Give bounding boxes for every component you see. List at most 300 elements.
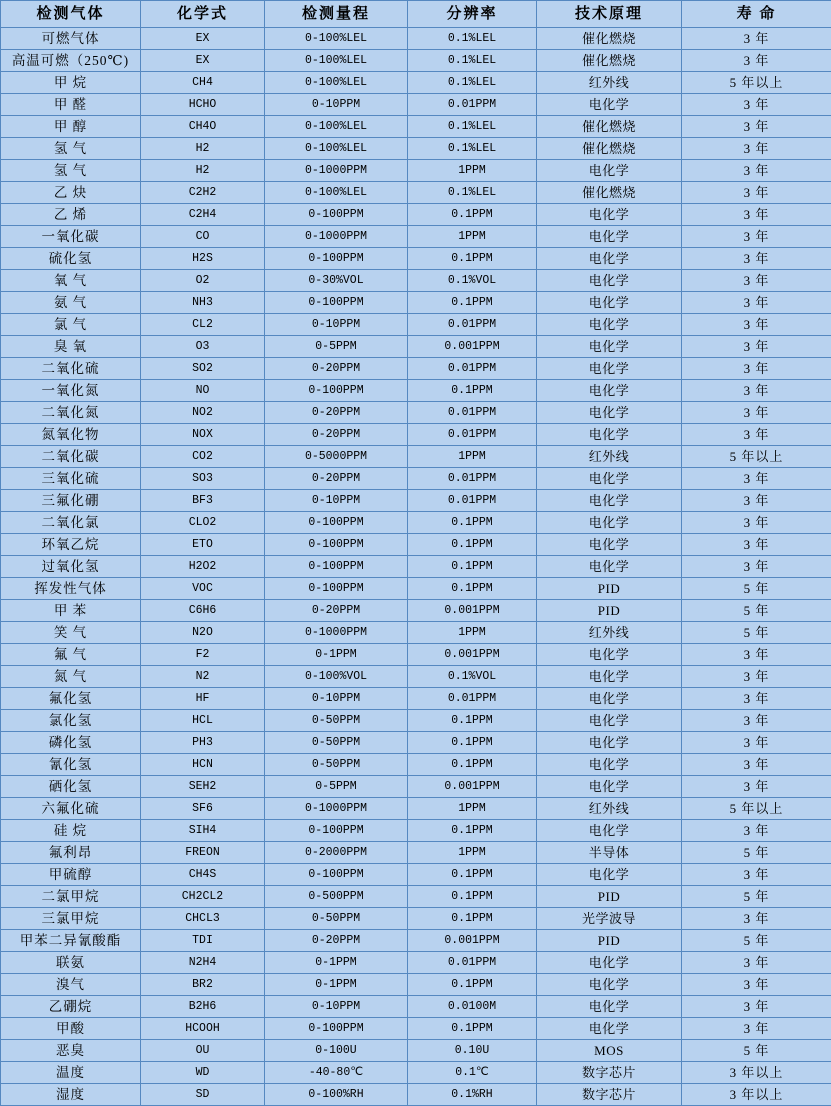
cell-technology: 电化学 xyxy=(537,556,682,578)
table-row xyxy=(1,1040,831,1062)
cell-gas-name: 乙 炔 xyxy=(1,182,141,204)
cell-resolution: 0.1PPM xyxy=(408,248,537,270)
cell-resolution: 0.1PPM xyxy=(408,820,537,842)
cell-chemical-formula: CH4 xyxy=(141,72,265,94)
table-row xyxy=(1,1084,831,1106)
cell-lifetime: 3 年以上 xyxy=(682,1062,831,1084)
cell-technology: 电化学 xyxy=(537,996,682,1018)
cell-lifetime: 5 年 xyxy=(682,842,831,864)
cell-detection-range: 0-100U xyxy=(265,1040,408,1062)
cell-resolution: 0.01PPM xyxy=(408,490,537,512)
table-row xyxy=(1,886,831,908)
table-row xyxy=(1,226,831,248)
cell-gas-name: 二氯甲烷 xyxy=(1,886,141,908)
table-row xyxy=(1,160,831,182)
cell-lifetime: 3 年以上 xyxy=(682,1084,831,1106)
cell-detection-range: 0-1000PPM xyxy=(265,622,408,644)
column-header-gas: 检测气体 xyxy=(1,1,141,28)
table-row xyxy=(1,864,831,886)
cell-lifetime: 5 年以上 xyxy=(682,72,831,94)
table-row xyxy=(1,512,831,534)
cell-lifetime: 3 年 xyxy=(682,50,831,72)
cell-chemical-formula: HF xyxy=(141,688,265,710)
cell-gas-name: 六氟化硫 xyxy=(1,798,141,820)
cell-lifetime: 5 年 xyxy=(682,886,831,908)
cell-detection-range: 0-5PPM xyxy=(265,776,408,798)
cell-resolution: 0.1%LEL xyxy=(408,116,537,138)
cell-resolution: 0.10U xyxy=(408,1040,537,1062)
cell-lifetime: 3 年 xyxy=(682,710,831,732)
cell-technology: 电化学 xyxy=(537,512,682,534)
cell-lifetime: 3 年 xyxy=(682,534,831,556)
table-header xyxy=(1,1,831,28)
cell-lifetime: 3 年 xyxy=(682,776,831,798)
cell-technology: 电化学 xyxy=(537,534,682,556)
table-row xyxy=(1,182,831,204)
cell-lifetime: 3 年 xyxy=(682,116,831,138)
cell-chemical-formula: SO2 xyxy=(141,358,265,380)
cell-chemical-formula: H2S xyxy=(141,248,265,270)
cell-technology: 电化学 xyxy=(537,468,682,490)
table-row xyxy=(1,952,831,974)
cell-gas-name: 甲 烷 xyxy=(1,72,141,94)
cell-detection-range: 0-100PPM xyxy=(265,578,408,600)
cell-technology: 红外线 xyxy=(537,798,682,820)
cell-gas-name: 氯化氢 xyxy=(1,710,141,732)
cell-detection-range: 0-100%LEL xyxy=(265,28,408,50)
cell-chemical-formula: NH3 xyxy=(141,292,265,314)
cell-detection-range: 0-10PPM xyxy=(265,314,408,336)
column-header-range: 检测量程 xyxy=(265,1,408,28)
cell-lifetime: 3 年 xyxy=(682,556,831,578)
cell-chemical-formula: SIH4 xyxy=(141,820,265,842)
table-row xyxy=(1,1062,831,1084)
cell-gas-name: 甲苯二异氰酸酯 xyxy=(1,930,141,952)
cell-detection-range: 0-10PPM xyxy=(265,490,408,512)
cell-gas-name: 溴气 xyxy=(1,974,141,996)
cell-detection-range: 0-100PPM xyxy=(265,248,408,270)
cell-chemical-formula: H2O2 xyxy=(141,556,265,578)
cell-chemical-formula: CL2 xyxy=(141,314,265,336)
cell-gas-name: 硫化氢 xyxy=(1,248,141,270)
cell-gas-name: 环氧乙烷 xyxy=(1,534,141,556)
cell-resolution: 0.01PPM xyxy=(408,468,537,490)
table-row xyxy=(1,732,831,754)
cell-technology: 电化学 xyxy=(537,688,682,710)
cell-chemical-formula: CH4O xyxy=(141,116,265,138)
cell-resolution: 0.1%VOL xyxy=(408,666,537,688)
table-body xyxy=(1,28,831,1106)
cell-resolution: 0.1PPM xyxy=(408,292,537,314)
cell-resolution: 0.001PPM xyxy=(408,776,537,798)
table-header-row xyxy=(1,1,831,28)
cell-chemical-formula: HCN xyxy=(141,754,265,776)
cell-resolution: 0.1%LEL xyxy=(408,72,537,94)
cell-lifetime: 3 年 xyxy=(682,270,831,292)
cell-chemical-formula: N2H4 xyxy=(141,952,265,974)
cell-lifetime: 3 年 xyxy=(682,1018,831,1040)
cell-detection-range: 0-100%LEL xyxy=(265,138,408,160)
cell-technology: PID xyxy=(537,886,682,908)
cell-technology: 电化学 xyxy=(537,974,682,996)
cell-gas-name: 一氧化氮 xyxy=(1,380,141,402)
cell-technology: 红外线 xyxy=(537,622,682,644)
table-row xyxy=(1,600,831,622)
cell-lifetime: 3 年 xyxy=(682,204,831,226)
cell-technology: 电化学 xyxy=(537,710,682,732)
cell-lifetime: 5 年 xyxy=(682,930,831,952)
cell-gas-name: 湿度 xyxy=(1,1084,141,1106)
table-row xyxy=(1,248,831,270)
cell-detection-range: 0-30%VOL xyxy=(265,270,408,292)
cell-technology: 催化燃烧 xyxy=(537,116,682,138)
cell-gas-name: 甲硫醇 xyxy=(1,864,141,886)
cell-gas-name: 乙 烯 xyxy=(1,204,141,226)
cell-lifetime: 3 年 xyxy=(682,28,831,50)
cell-chemical-formula: B2H6 xyxy=(141,996,265,1018)
cell-technology: 电化学 xyxy=(537,380,682,402)
table-row xyxy=(1,578,831,600)
cell-detection-range: 0-5000PPM xyxy=(265,446,408,468)
cell-chemical-formula: F2 xyxy=(141,644,265,666)
cell-detection-range: 0-10PPM xyxy=(265,94,408,116)
cell-resolution: 0.01PPM xyxy=(408,402,537,424)
cell-resolution: 0.1%LEL xyxy=(408,138,537,160)
cell-chemical-formula: CO xyxy=(141,226,265,248)
cell-technology: 电化学 xyxy=(537,160,682,182)
cell-detection-range: 0-100%LEL xyxy=(265,72,408,94)
cell-technology: 电化学 xyxy=(537,754,682,776)
cell-chemical-formula: NO xyxy=(141,380,265,402)
cell-resolution: 0.1PPM xyxy=(408,732,537,754)
cell-gas-name: 硅 烷 xyxy=(1,820,141,842)
cell-gas-name: 氮氧化物 xyxy=(1,424,141,446)
table-row xyxy=(1,490,831,512)
table-row xyxy=(1,644,831,666)
table-row xyxy=(1,820,831,842)
cell-detection-range: 0-1000PPM xyxy=(265,226,408,248)
cell-gas-name: 可燃气体 xyxy=(1,28,141,50)
cell-resolution: 0.1PPM xyxy=(408,710,537,732)
cell-chemical-formula: HCHO xyxy=(141,94,265,116)
table-row xyxy=(1,424,831,446)
table-row xyxy=(1,666,831,688)
cell-gas-name: 笑 气 xyxy=(1,622,141,644)
cell-detection-range: 0-1PPM xyxy=(265,974,408,996)
table-row xyxy=(1,688,831,710)
cell-gas-name: 温度 xyxy=(1,1062,141,1084)
cell-resolution: 0.01PPM xyxy=(408,688,537,710)
cell-lifetime: 3 年 xyxy=(682,336,831,358)
cell-technology: 电化学 xyxy=(537,402,682,424)
cell-resolution: 1PPM xyxy=(408,446,537,468)
cell-resolution: 0.1PPM xyxy=(408,1018,537,1040)
cell-resolution: 1PPM xyxy=(408,160,537,182)
cell-chemical-formula: NOX xyxy=(141,424,265,446)
cell-lifetime: 3 年 xyxy=(682,424,831,446)
cell-detection-range: -40-80℃ xyxy=(265,1062,408,1084)
cell-gas-name: 二氧化硫 xyxy=(1,358,141,380)
cell-lifetime: 3 年 xyxy=(682,952,831,974)
cell-lifetime: 3 年 xyxy=(682,512,831,534)
cell-detection-range: 0-1000PPM xyxy=(265,160,408,182)
cell-gas-name: 氟化氢 xyxy=(1,688,141,710)
table-row xyxy=(1,270,831,292)
column-header-resolution: 分辨率 xyxy=(408,1,537,28)
column-header-formula: 化学式 xyxy=(141,1,265,28)
cell-chemical-formula: OU xyxy=(141,1040,265,1062)
cell-gas-name: 恶臭 xyxy=(1,1040,141,1062)
cell-lifetime: 5 年 xyxy=(682,600,831,622)
table-row xyxy=(1,754,831,776)
cell-gas-name: 磷化氢 xyxy=(1,732,141,754)
cell-chemical-formula: CLO2 xyxy=(141,512,265,534)
cell-technology: 光学波导 xyxy=(537,908,682,930)
cell-technology: 电化学 xyxy=(537,732,682,754)
cell-lifetime: 5 年以上 xyxy=(682,446,831,468)
cell-chemical-formula: CH4S xyxy=(141,864,265,886)
cell-detection-range: 0-100%RH xyxy=(265,1084,408,1106)
cell-technology: 半导体 xyxy=(537,842,682,864)
cell-lifetime: 3 年 xyxy=(682,864,831,886)
cell-detection-range: 0-100%LEL xyxy=(265,182,408,204)
table-row xyxy=(1,842,831,864)
cell-gas-name: 甲 醛 xyxy=(1,94,141,116)
cell-resolution: 1PPM xyxy=(408,226,537,248)
cell-lifetime: 3 年 xyxy=(682,380,831,402)
cell-gas-name: 甲 醇 xyxy=(1,116,141,138)
cell-chemical-formula: CH2CL2 xyxy=(141,886,265,908)
cell-gas-name: 三氯甲烷 xyxy=(1,908,141,930)
cell-gas-name: 氰化氢 xyxy=(1,754,141,776)
cell-resolution: 0.1%RH xyxy=(408,1084,537,1106)
cell-chemical-formula: TDI xyxy=(141,930,265,952)
cell-detection-range: 0-5PPM xyxy=(265,336,408,358)
cell-technology: 电化学 xyxy=(537,336,682,358)
cell-technology: 数字芯片 xyxy=(537,1062,682,1084)
table-row xyxy=(1,138,831,160)
cell-resolution: 0.001PPM xyxy=(408,600,537,622)
cell-resolution: 0.1PPM xyxy=(408,974,537,996)
cell-technology: 电化学 xyxy=(537,204,682,226)
cell-chemical-formula: C2H4 xyxy=(141,204,265,226)
cell-technology: 电化学 xyxy=(537,1018,682,1040)
cell-chemical-formula: O3 xyxy=(141,336,265,358)
cell-gas-name: 臭 氧 xyxy=(1,336,141,358)
cell-resolution: 0.1%LEL xyxy=(408,182,537,204)
cell-lifetime: 3 年 xyxy=(682,820,831,842)
cell-detection-range: 0-100PPM xyxy=(265,204,408,226)
cell-technology: PID xyxy=(537,930,682,952)
cell-gas-name: 高温可燃（250℃) xyxy=(1,50,141,72)
cell-resolution: 0.01PPM xyxy=(408,952,537,974)
cell-chemical-formula: NO2 xyxy=(141,402,265,424)
cell-resolution: 0.001PPM xyxy=(408,930,537,952)
cell-technology: 电化学 xyxy=(537,358,682,380)
cell-chemical-formula: CO2 xyxy=(141,446,265,468)
cell-detection-range: 0-100PPM xyxy=(265,556,408,578)
cell-gas-name: 氨 气 xyxy=(1,292,141,314)
cell-resolution: 0.1PPM xyxy=(408,534,537,556)
cell-technology: 催化燃烧 xyxy=(537,28,682,50)
cell-detection-range: 0-20PPM xyxy=(265,930,408,952)
cell-resolution: 0.1PPM xyxy=(408,204,537,226)
cell-lifetime: 3 年 xyxy=(682,138,831,160)
cell-technology: 电化学 xyxy=(537,952,682,974)
cell-chemical-formula: EX xyxy=(141,28,265,50)
cell-technology: 红外线 xyxy=(537,72,682,94)
cell-detection-range: 0-1PPM xyxy=(265,644,408,666)
cell-lifetime: 3 年 xyxy=(682,908,831,930)
cell-gas-name: 过氧化氢 xyxy=(1,556,141,578)
cell-technology: 电化学 xyxy=(537,776,682,798)
cell-technology: 数字芯片 xyxy=(537,1084,682,1106)
table-row xyxy=(1,380,831,402)
cell-chemical-formula: O2 xyxy=(141,270,265,292)
cell-lifetime: 5 年 xyxy=(682,1040,831,1062)
cell-chemical-formula: SF6 xyxy=(141,798,265,820)
cell-resolution: 0.1PPM xyxy=(408,886,537,908)
cell-lifetime: 3 年 xyxy=(682,292,831,314)
cell-detection-range: 0-10PPM xyxy=(265,688,408,710)
cell-chemical-formula: WD xyxy=(141,1062,265,1084)
cell-detection-range: 0-100%LEL xyxy=(265,116,408,138)
cell-gas-name: 氢 气 xyxy=(1,138,141,160)
cell-gas-name: 甲酸 xyxy=(1,1018,141,1040)
cell-resolution: 0.001PPM xyxy=(408,644,537,666)
cell-lifetime: 3 年 xyxy=(682,226,831,248)
cell-resolution: 0.01PPM xyxy=(408,358,537,380)
cell-technology: 电化学 xyxy=(537,864,682,886)
table-row xyxy=(1,908,831,930)
cell-lifetime: 3 年 xyxy=(682,248,831,270)
cell-technology: PID xyxy=(537,578,682,600)
cell-chemical-formula: CHCL3 xyxy=(141,908,265,930)
cell-technology: 电化学 xyxy=(537,248,682,270)
cell-gas-name: 氮 气 xyxy=(1,666,141,688)
cell-lifetime: 3 年 xyxy=(682,996,831,1018)
cell-gas-name: 氯 气 xyxy=(1,314,141,336)
cell-lifetime: 5 年以上 xyxy=(682,798,831,820)
table-row xyxy=(1,974,831,996)
cell-detection-range: 0-100PPM xyxy=(265,1018,408,1040)
cell-resolution: 0.1℃ xyxy=(408,1062,537,1084)
cell-gas-name: 氧 气 xyxy=(1,270,141,292)
table-row xyxy=(1,116,831,138)
cell-chemical-formula: FREON xyxy=(141,842,265,864)
cell-detection-range: 0-50PPM xyxy=(265,710,408,732)
table-row xyxy=(1,50,831,72)
cell-detection-range: 0-50PPM xyxy=(265,732,408,754)
cell-detection-range: 0-100PPM xyxy=(265,380,408,402)
table-row xyxy=(1,94,831,116)
cell-detection-range: 0-2000PPM xyxy=(265,842,408,864)
cell-resolution: 1PPM xyxy=(408,622,537,644)
cell-resolution: 0.1%VOL xyxy=(408,270,537,292)
table-row xyxy=(1,776,831,798)
cell-gas-name: 三氧化硫 xyxy=(1,468,141,490)
cell-lifetime: 3 年 xyxy=(682,644,831,666)
table-row xyxy=(1,622,831,644)
cell-resolution: 0.1PPM xyxy=(408,864,537,886)
cell-gas-name: 硒化氢 xyxy=(1,776,141,798)
cell-chemical-formula: C2H2 xyxy=(141,182,265,204)
cell-resolution: 0.01PPM xyxy=(408,94,537,116)
table-row xyxy=(1,314,831,336)
cell-lifetime: 3 年 xyxy=(682,468,831,490)
cell-technology: 电化学 xyxy=(537,490,682,512)
cell-gas-name: 联氨 xyxy=(1,952,141,974)
table-row xyxy=(1,996,831,1018)
table-row xyxy=(1,534,831,556)
table-row xyxy=(1,930,831,952)
cell-detection-range: 0-100PPM xyxy=(265,292,408,314)
cell-gas-name: 二氧化碳 xyxy=(1,446,141,468)
cell-gas-name: 一氧化碳 xyxy=(1,226,141,248)
cell-detection-range: 0-10PPM xyxy=(265,996,408,1018)
cell-lifetime: 3 年 xyxy=(682,688,831,710)
cell-resolution: 0.01PPM xyxy=(408,424,537,446)
cell-resolution: 1PPM xyxy=(408,842,537,864)
cell-technology: 催化燃烧 xyxy=(537,138,682,160)
cell-lifetime: 3 年 xyxy=(682,974,831,996)
cell-gas-name: 甲 苯 xyxy=(1,600,141,622)
cell-technology: 催化燃烧 xyxy=(537,182,682,204)
table-row xyxy=(1,28,831,50)
table-row xyxy=(1,402,831,424)
cell-resolution: 0.1PPM xyxy=(408,380,537,402)
cell-gas-name: 氢 气 xyxy=(1,160,141,182)
cell-gas-name: 二氧化氮 xyxy=(1,402,141,424)
cell-detection-range: 0-50PPM xyxy=(265,908,408,930)
cell-technology: 电化学 xyxy=(537,292,682,314)
cell-chemical-formula: VOC xyxy=(141,578,265,600)
cell-resolution: 0.1PPM xyxy=(408,556,537,578)
cell-gas-name: 挥发性气体 xyxy=(1,578,141,600)
cell-technology: PID xyxy=(537,600,682,622)
table-row xyxy=(1,798,831,820)
cell-technology: 电化学 xyxy=(537,270,682,292)
table-row xyxy=(1,292,831,314)
cell-technology: 电化学 xyxy=(537,94,682,116)
cell-resolution: 0.01PPM xyxy=(408,314,537,336)
table-row xyxy=(1,358,831,380)
cell-chemical-formula: BR2 xyxy=(141,974,265,996)
cell-detection-range: 0-20PPM xyxy=(265,402,408,424)
cell-chemical-formula: PH3 xyxy=(141,732,265,754)
cell-lifetime: 3 年 xyxy=(682,358,831,380)
cell-gas-name: 三氟化硼 xyxy=(1,490,141,512)
cell-lifetime: 3 年 xyxy=(682,666,831,688)
cell-detection-range: 0-100PPM xyxy=(265,534,408,556)
table-row xyxy=(1,1018,831,1040)
cell-gas-name: 氟利昂 xyxy=(1,842,141,864)
cell-detection-range: 0-20PPM xyxy=(265,358,408,380)
cell-lifetime: 5 年 xyxy=(682,578,831,600)
cell-resolution: 0.0100M xyxy=(408,996,537,1018)
cell-chemical-formula: HCOOH xyxy=(141,1018,265,1040)
cell-detection-range: 0-100PPM xyxy=(265,864,408,886)
cell-resolution: 0.1PPM xyxy=(408,754,537,776)
cell-resolution: 0.001PPM xyxy=(408,336,537,358)
table-row xyxy=(1,468,831,490)
cell-lifetime: 3 年 xyxy=(682,182,831,204)
cell-chemical-formula: N2 xyxy=(141,666,265,688)
cell-chemical-formula: C6H6 xyxy=(141,600,265,622)
cell-technology: 红外线 xyxy=(537,446,682,468)
cell-technology: 电化学 xyxy=(537,820,682,842)
cell-detection-range: 0-1PPM xyxy=(265,952,408,974)
